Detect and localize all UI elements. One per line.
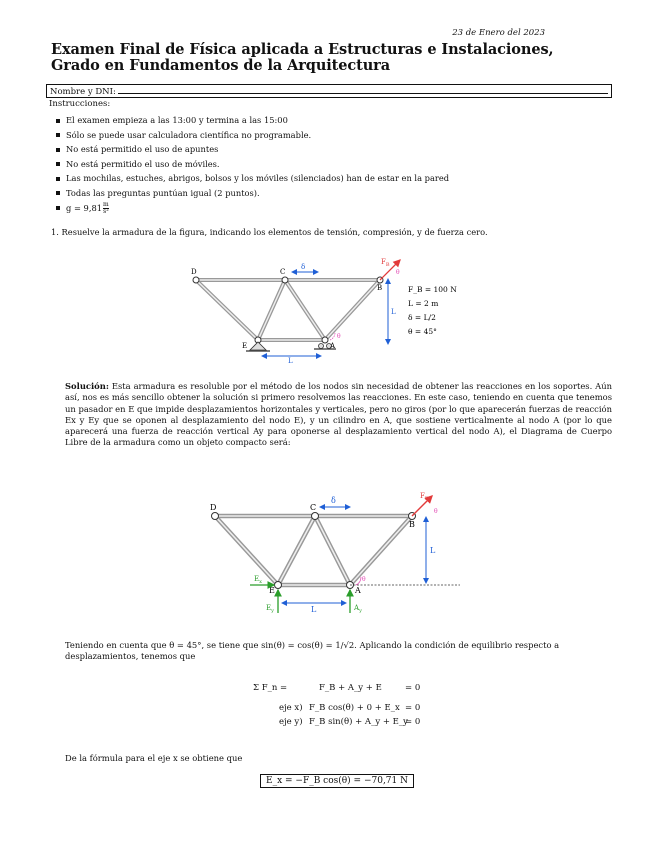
eq-rhs: = 0	[405, 683, 421, 693]
label-theta-a: θ	[337, 333, 341, 340]
label-d: D	[210, 503, 217, 512]
problem-parameters	[408, 285, 457, 336]
exam-title	[51, 42, 611, 74]
pin-support-e	[250, 342, 266, 350]
eq-mid: F_B sin(θ) + A_y + E_y	[309, 717, 408, 727]
g-unit-den: s²	[103, 207, 109, 215]
result-box: E_x = −F_B cos(θ) = −70,71 N	[260, 774, 414, 788]
node-a	[322, 337, 328, 343]
solution-label: Solución:	[65, 381, 109, 391]
truss-figure-1	[180, 252, 480, 364]
label-delta: δ	[331, 496, 336, 505]
label-ey: $E_y$	[266, 604, 274, 614]
list-item: No está permitido el uso de apuntes	[56, 142, 449, 157]
label-b: B	[377, 284, 383, 292]
name-dni-line	[118, 85, 608, 94]
eq-label: eje x)	[279, 703, 303, 713]
truss-members-2	[215, 516, 412, 585]
list-item: Las mochilas, estuches, abrigos, bolsos y los móviles (silenciados) han de estar en la pared	[56, 171, 449, 186]
param: θ = 45°	[408, 327, 437, 336]
fraction: 1/√2	[335, 640, 355, 650]
param: F_B = 100 N	[408, 285, 457, 294]
label-e: E	[242, 342, 248, 350]
label-width-L: L	[311, 605, 317, 614]
node-e	[275, 582, 282, 589]
eq-label: eje y)	[279, 717, 303, 727]
label-b: B	[409, 520, 415, 529]
instructions-heading: Instrucciones:	[49, 99, 111, 109]
label-width-L: L	[288, 357, 293, 364]
label-c: C	[310, 503, 317, 512]
list-item: Sólo se puede usar calculadora científica no programable.	[56, 128, 449, 143]
paragraph-angle-b: . Aplicando la condición de equilibrio respecto a desplazamientos, tenemos que	[65, 640, 560, 662]
eq-lhs: Σ F_n =	[253, 683, 288, 693]
paragraph-angle-a: Teniendo en cuenta que θ = 45°, se tiene que sin(θ) = cos(θ) =	[65, 640, 336, 650]
eq-mid: F_B cos(θ) + 0 + E_x	[309, 703, 400, 713]
node-d	[212, 513, 219, 520]
label-ex: $E_x$	[254, 575, 262, 585]
equation-row	[253, 717, 420, 731]
equilibrium-equations	[253, 683, 420, 731]
paragraph-x-axis: De la fórmula para el eje x se obtiene que	[65, 753, 243, 763]
label-a: A	[330, 342, 336, 350]
label-e: E	[269, 586, 275, 595]
paragraph-angle	[65, 640, 612, 663]
label-height-L: L	[430, 546, 436, 555]
label-theta-a: θ	[362, 576, 366, 583]
list-item: No está permitido el uso de móviles.	[56, 157, 449, 172]
list-item: Todas las preguntas puntúan igual (2 puntos).	[56, 186, 449, 201]
label-fb: $F_B$	[420, 492, 429, 502]
node-c	[282, 277, 288, 283]
label-d: D	[191, 268, 197, 276]
eq-rhs: = 0	[405, 703, 421, 713]
list-item	[56, 201, 449, 216]
roller-support-a	[319, 344, 324, 349]
question-1: 1. Resuelve la armadura de la figura, indicando los elementos de tensión, compresión, y de fuerza cero.	[51, 227, 488, 237]
param: δ = L/2	[408, 313, 436, 322]
label-ay: $A_y$	[354, 604, 362, 614]
label-height-L: L	[391, 308, 396, 316]
label-a: A	[355, 586, 361, 595]
exam-date: 23 de Enero del 2023	[452, 28, 545, 38]
equation-row	[253, 683, 420, 703]
node-c	[312, 513, 319, 520]
equation-row	[253, 703, 420, 717]
name-dni-label: Nombre y DNI:	[50, 87, 116, 97]
instructions-list	[56, 113, 449, 215]
label-theta-b: θ	[434, 508, 438, 515]
solution-paragraph	[65, 381, 612, 449]
label-theta-b: θ	[396, 269, 400, 276]
title-line-2: Grado en Fundamentos de la Arquitectura	[51, 57, 391, 74]
eq-rhs: = 0	[405, 717, 421, 727]
label-delta: δ	[301, 263, 306, 271]
free-body-diagram	[200, 487, 480, 617]
name-dni-field[interactable]	[46, 84, 612, 98]
param: L = 2 m	[408, 299, 439, 308]
solution-text: Esta armadura es resoluble por el método de los nodos sin necesidad de obtener las reacciones en los soportes. Aún así, nos es más sencillo obtener la solución si primero resolvemos las reacciones. En este caso, teniendo en cuenta que tenemos un pasador en E que impide desplazamientos horizontales y verticales, pero no giros (por lo que aparecerán fuerzas de reacción Ex y Ey que se oponen al desplazamiento del nodo E), y un cilindro en A, que sostiene verticalmente al nodo A (por lo que aparecerá una fuerza de reacción vertical Ay para oponerse al desplazamiento vertical del nodo A), el Diagrama de Cuerpo Libre de la armadura como un objeto compacto será:	[65, 381, 612, 448]
title-line-1: Examen Final de Física aplicada a Estructuras e Instalaciones,	[51, 41, 554, 58]
g-unit-num: m	[103, 200, 109, 208]
gravity-value: g = 9,81	[66, 202, 103, 213]
eq-mid: F_B + A_y + E	[319, 683, 382, 693]
node-d	[193, 277, 199, 283]
label-c: C	[280, 268, 286, 276]
list-item: El examen empieza a las 13:00 y termina a las 15:00	[56, 113, 449, 128]
label-fb: $F_B$	[381, 258, 390, 268]
